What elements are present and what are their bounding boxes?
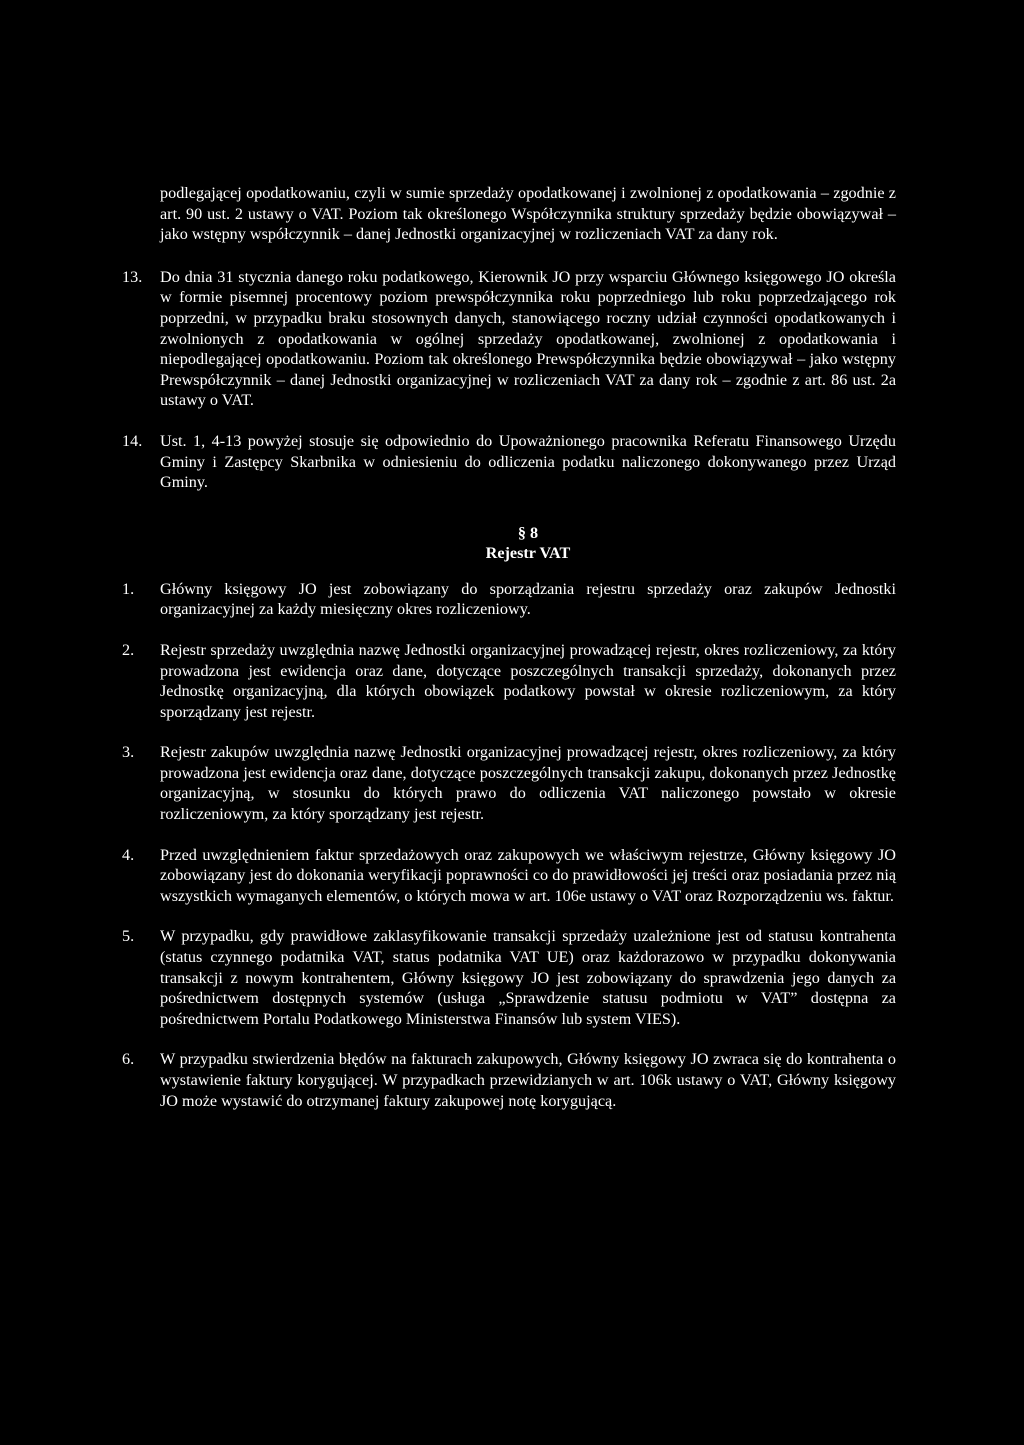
item-number: 13. [122,267,143,286]
document-body [122,183,896,1111]
item-text: W przypadku stwierdzenia błędów na fakturach zakupowych, Główny księgowy JO zwraca się do kontrahenta o wystawienie faktury korygującej. W przypadkach przewidzianych w art. 106k ustawy o VAT, Główny księgowy JO może wystawić do otrzymanej faktury zakupowej notę korygującą. [160,1050,896,1110]
section-symbol: § 8 [517,523,539,542]
intro-paragraph: podlegającej opodatkowaniu, czyli w sumie sprzedaży opodatkowanej i zwolnionej z opodatkowania – zgodnie z art. 90 ust. 2 ustawy o VAT. Poziom tak określonego Współczynnika struktury sprzedaży będzie obowiązywał – jako wstępny współczynnik – danej Jednostki organizacyjnej w rozliczeniach VAT za dany rok. [160,184,896,244]
item-number: 4. [122,845,135,864]
list-item-6 [122,1049,896,1111]
item-number: 3. [122,743,135,762]
item-text: Ust. 1, 4-13 powyżej stosuje się odpowiednio do Upoważnionego pracownika Referatu Finansowego Urzędu Gminy i Zastępcy Skarbnika w odniesieniu do odliczenia podatku naliczonego dokonywanego przez Urząd Gminy. [160,431,896,492]
item-text: Rejestr sprzedaży uwzględnia nazwę Jednostki organizacyjnej prowadzącej rejestr, okres rozliczeniowy, za który prowadzona jest ewidencja oraz dane, dotyczące poszczególnych transakcji sprzedaży, dokonanych przez Jednostkę organizacyjną, dla których obowiązek podatkowy powstał w okresie rozliczeniowym, za który sporządzany jest rejestr. [160,640,896,721]
list-item-14 [122,431,896,493]
item-number: 1. [122,579,135,598]
section-title: Rejestr VAT [485,543,571,562]
item-text: Do dnia 31 stycznia danego roku podatkowego, Kierownik JO przy wsparciu Głównego księgowego JO określa w formie pisemnej procentowy poziom prewspółczynnika roku poprzedniego lub roku poprzedzającego rok poprzedni, w przypadku braku stosownych danych, stanowiącego roczny udział czynności opodatkowanych i zwolnionych z opodatkowania w ogólnej sprzedaży opodatkowanej, zwolnionej z opodatkowania i niepodlegającej opodatkowaniu. Poziom tak określonego Prewspółczynnika będzie obowiązywał – jako wstępny Prewspółczynnik – danej Jednostki organizacyjnej w rozliczeniach VAT za dany rok – zgodnie z art. 86 ust. 2a ustawy o VAT. [160,267,896,410]
item-number: 14. [122,431,143,450]
list-item-2 [122,640,896,722]
item-number: 5. [122,927,135,946]
list-item-4 [122,845,896,907]
item-text: Główny księgowy JO jest zobowiązany do sporządzania rejestru sprzedaży oraz zakupów Jednostki organizacyjnej za każdy miesięczny okres rozliczeniowy. [160,579,896,619]
item-number: 2. [122,640,135,659]
list-item-13 [122,267,896,411]
item-text: W przypadku, gdy prawidłowe zaklasyfikowanie transakcji sprzedaży uzależnione jest od statusu kontrahenta (status czynnego podatnika VAT, status podatnika VAT UE) oraz każdorazowo w przypadku dokonywania transakcji z nowym kontrahentem, Główny księgowy JO jest zobowiązany do sprawdzenia jego danych za pośrednictwem dostępnych systemów (usługa „Sprawdzenie statusu podmiotu w VAT” dostępna za pośrednictwem Portalu Podatkowego Ministerstwa Finansów lub system VIES). [160,927,896,1028]
list-item-3 [122,742,896,824]
item-text: Przed uwzględnieniem faktur sprzedażowych oraz zakupowych we właściwym rejestrze, Główny księgowy JO zobowiązany jest do dokonania weryfikacji poprawności co do prawidłowości jej treści oraz posiadania przez nią wszystkich wymaganych elementów, o których mowa w art. 106e ustawy o VAT oraz Rozporządzeniu ws. faktur. [160,845,896,905]
list-item-1 [122,579,896,620]
item-number: 6. [122,1050,135,1069]
list-item-5 [122,926,896,1029]
item-text: Rejestr zakupów uwzględnia nazwę Jednostki organizacyjnej prowadzącej rejestr, okres rozliczeniowy, za który prowadzona jest ewidencja oraz dane, dotyczące poszczególnych transakcji zakupu, dokonanych przez Jednostkę organizacyjną, w stosunku do których prawo do odliczenia VAT naliczonego powstało w okresie rozliczeniowym, za który sporządzany jest rejestr. [160,743,896,824]
